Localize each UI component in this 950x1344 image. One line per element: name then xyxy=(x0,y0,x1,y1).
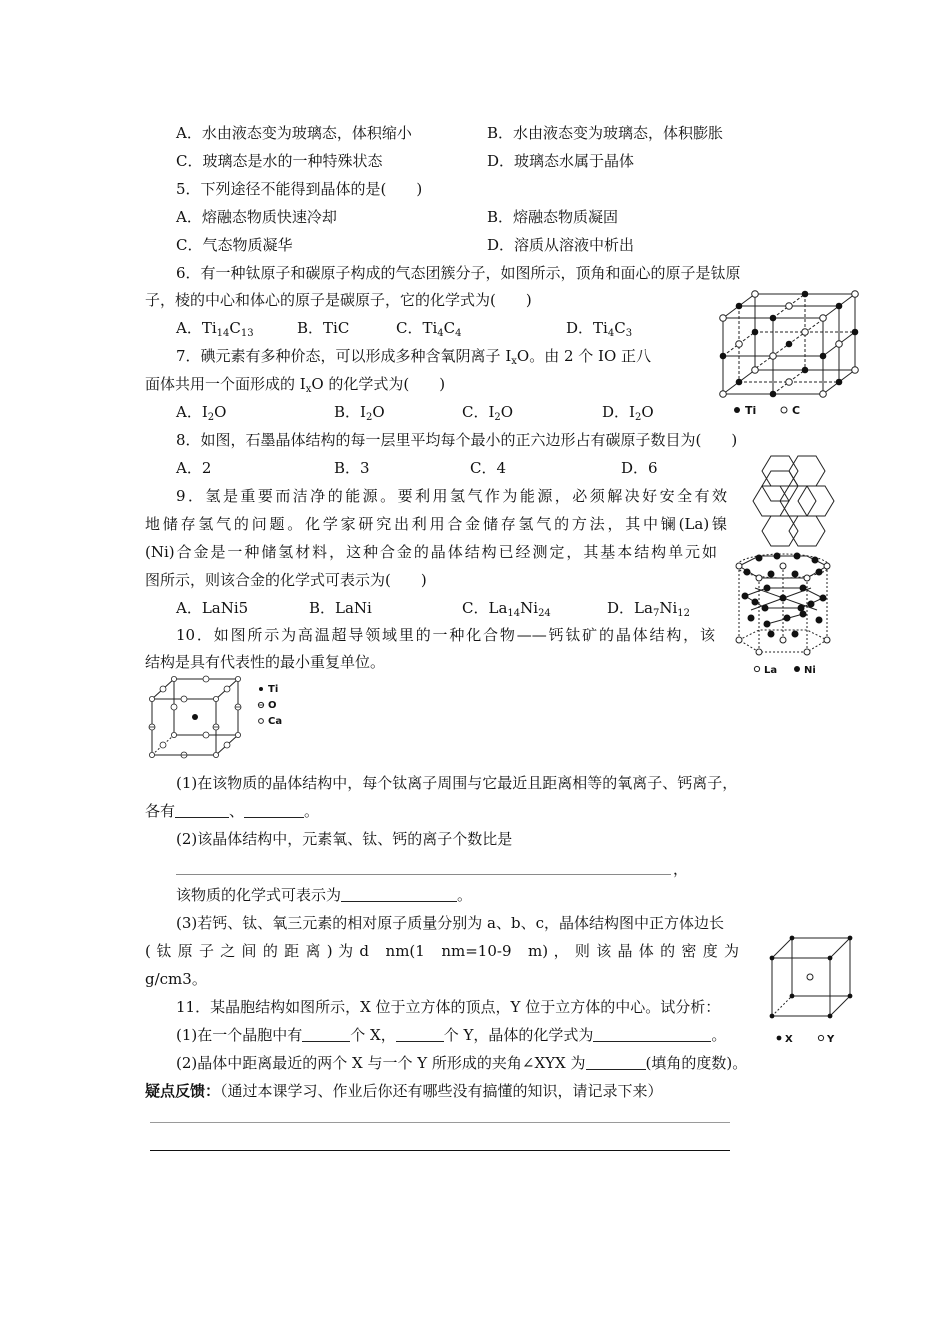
q8-stem: 8．如图，石墨晶体结构的每一层里平均每个最小的正六边形占有碳原子数目为( ) xyxy=(176,431,738,449)
q4-option-a: A．水由液态变为玻璃态，体积缩小 xyxy=(176,124,412,142)
feedback-answer-line-2[interactable] xyxy=(150,1150,730,1151)
q10-part2-line3: 该物质的化学式可表示为 。 xyxy=(176,886,473,904)
q6-option-b: B．TiC xyxy=(297,319,350,337)
q6-option-a: A．$Ti_{14}C_{13}$ xyxy=(176,319,254,339)
answer-line-ion-ratio[interactable] xyxy=(176,874,671,875)
q4-option-c: C．玻璃态是水的一种特殊状态 xyxy=(176,152,383,170)
answer-blank-x-count[interactable] xyxy=(302,1027,350,1042)
legend-ni-label: Ni xyxy=(804,665,816,676)
q9-option-a: A．LaNi5 xyxy=(176,599,249,617)
q9-line4: 图所示，则该合金的化学式可表示为( ) xyxy=(145,571,427,589)
q5-option-c: C．气态物质凝华 xyxy=(176,236,293,254)
answer-blank-angle[interactable] xyxy=(586,1055,646,1070)
q8-option-d: D．6 xyxy=(621,459,658,477)
q6-option-c: C．$Ti_4C_4$ xyxy=(396,319,462,339)
q7-option-c: C．$I_2O$ xyxy=(462,403,514,423)
q7-stem-line1: 7．碘元素有多种价态，可以形成多种含氧阴离子 $I_xO$。由 2 个 IO 正八 xyxy=(176,347,652,367)
q10-line1: 10．如图所示为高温超导领域里的一种化合物——钙钛矿的晶体结构，该 xyxy=(176,626,715,644)
q7-option-b: B．$I_2O$ xyxy=(334,403,385,423)
q10-part3-line2: ( 钛 原 子 之 间 的 距 离 ) 为 d nm(1 nm=10-9 m) ， 则 该 晶 体 的 密 度 为 xyxy=(145,942,739,960)
titanium-legend-dot-icon xyxy=(259,687,263,691)
q5-option-a: A．熔融态物质快速冷却 xyxy=(176,208,337,226)
q7-stem-line2: 面体共用一个面形成的 $I_xO$ 的化学式为( ) xyxy=(145,375,446,395)
legend-c-label: C xyxy=(792,404,801,417)
nickel-legend-dot-icon xyxy=(794,666,800,672)
lanthanum-legend-dot-icon xyxy=(754,666,759,671)
q9-option-d: D．$La_7Ni_{12}$ xyxy=(607,599,690,619)
q6-option-d: D．$Ti_4C_3$ xyxy=(566,319,633,339)
feedback-instruction: （通过本课学习、作业后你还有哪些没有搞懂的知识，请记录下来） xyxy=(220,1082,663,1100)
answer-blank-oxygen[interactable] xyxy=(175,803,229,818)
q7-option-d: D．$I_2O$ xyxy=(602,403,654,423)
q10-part1-line1: (1)在该物质的晶体结构中，每个钛离子周围与它最近且距离相等的氧离子、钙离子， xyxy=(176,774,738,792)
q11-part1: (1)在一个晶胞中有 个 X， 个 Y，晶体的化学式为 。 xyxy=(176,1026,727,1044)
lanthanum-nickel-alloy-figure xyxy=(731,548,837,678)
answer-blank-formula[interactable] xyxy=(341,887,457,902)
legend-ti-label: Ti xyxy=(268,684,279,695)
graphite-layer-figure xyxy=(752,454,838,550)
titanium-carbide-cluster-figure xyxy=(712,286,872,418)
q6-stem-line2: 子，棱的中心和体心的原子是碳原子，它的化学式为( ) xyxy=(145,291,532,309)
legend-ca-label: Ca xyxy=(268,716,283,727)
feedback-answer-line-1[interactable] xyxy=(150,1122,730,1123)
q10-line2: 结构是具有代表性的最小重复单位。 xyxy=(145,653,386,671)
q8-option-b: B．3 xyxy=(334,459,370,477)
x-legend-dot-icon xyxy=(777,1036,782,1041)
y-legend-dot-icon xyxy=(818,1035,823,1040)
q9-line3: (Ni)合金是一种储氢材料，这种合金的晶体结构已经测定，其基本结构单元如 xyxy=(145,543,717,561)
q8-option-a: A．2 xyxy=(176,459,212,477)
q5-option-d: D．溶质从溶液中析出 xyxy=(487,236,635,254)
answer-blank-calcium[interactable] xyxy=(244,803,304,818)
q9-line2: 地储存氢气的问题。化学家研究出利用合金储存氢气的方法，其中镧(La)镍 xyxy=(145,515,727,533)
q8-option-c: C．4 xyxy=(470,459,507,477)
q10-part2-comma: ， xyxy=(673,860,689,878)
answer-blank-xy-formula[interactable] xyxy=(593,1027,711,1042)
q5-option-b: B．熔融态物质凝固 xyxy=(487,208,619,226)
calcium-legend-dot-icon xyxy=(259,719,264,724)
legend-o-label: O xyxy=(268,700,277,711)
q10-part3-line3: g/cm3。 xyxy=(145,970,207,988)
q6-stem-line1: 6．有一种钛原子和碳原子构成的气态团簇分子，如图所示，顶角和面心的原子是钛原 xyxy=(176,264,741,282)
legend-ti-label: Ti xyxy=(745,404,757,417)
perovskite-unit-cell-figure xyxy=(140,673,290,765)
legend-y-label: Y xyxy=(827,1034,835,1045)
q9-option-c: C．$La_{14}Ni_{24}$ xyxy=(462,599,551,619)
q4-option-b: B．水由液态变为玻璃态，体积膨胀 xyxy=(487,124,724,142)
xy-unit-cell-figure xyxy=(764,932,858,1048)
q9-option-b: B．LaNi xyxy=(309,599,372,617)
carbon-legend-dot-icon xyxy=(781,407,787,413)
titanium-legend-dot-icon xyxy=(734,407,740,413)
q11-part2: (2)晶体中距离最近的两个 X 与一个 Y 所形成的夹角∠XYX 为 (填角的度数)。 xyxy=(176,1054,748,1072)
q5-stem: 5．下列途径不能得到晶体的是( ) xyxy=(176,180,423,198)
q10-part3-line1: (3)若钙、钛、氧三元素的相对原子质量分别为 a、b、c，晶体结构图中正方体边长 xyxy=(176,914,724,932)
legend-la-label: La xyxy=(764,665,778,676)
feedback-title: 疑点反馈： xyxy=(145,1082,221,1100)
q9-line1: 9．氢是重要而洁净的能源。要利用氢气作为能源，必须解决好安全有效 xyxy=(176,487,727,505)
q11-stem: 11．某晶胞结构如图所示，X 位于立方体的顶点，Y 位于立方体的中心。试分析： xyxy=(176,998,721,1016)
answer-blank-y-count[interactable] xyxy=(396,1027,444,1042)
q7-option-a: A．$I_2O$ xyxy=(176,403,227,423)
q10-part2-line1: (2)该晶体结构中，元素氧、钛、钙的离子个数比是 xyxy=(176,830,513,848)
legend-x-label: X xyxy=(785,1034,793,1045)
q10-part1-line2: 各有 、 。 xyxy=(145,802,320,820)
feedback-heading xyxy=(145,1081,663,1101)
q4-option-d: D．玻璃态水属于晶体 xyxy=(487,152,635,170)
